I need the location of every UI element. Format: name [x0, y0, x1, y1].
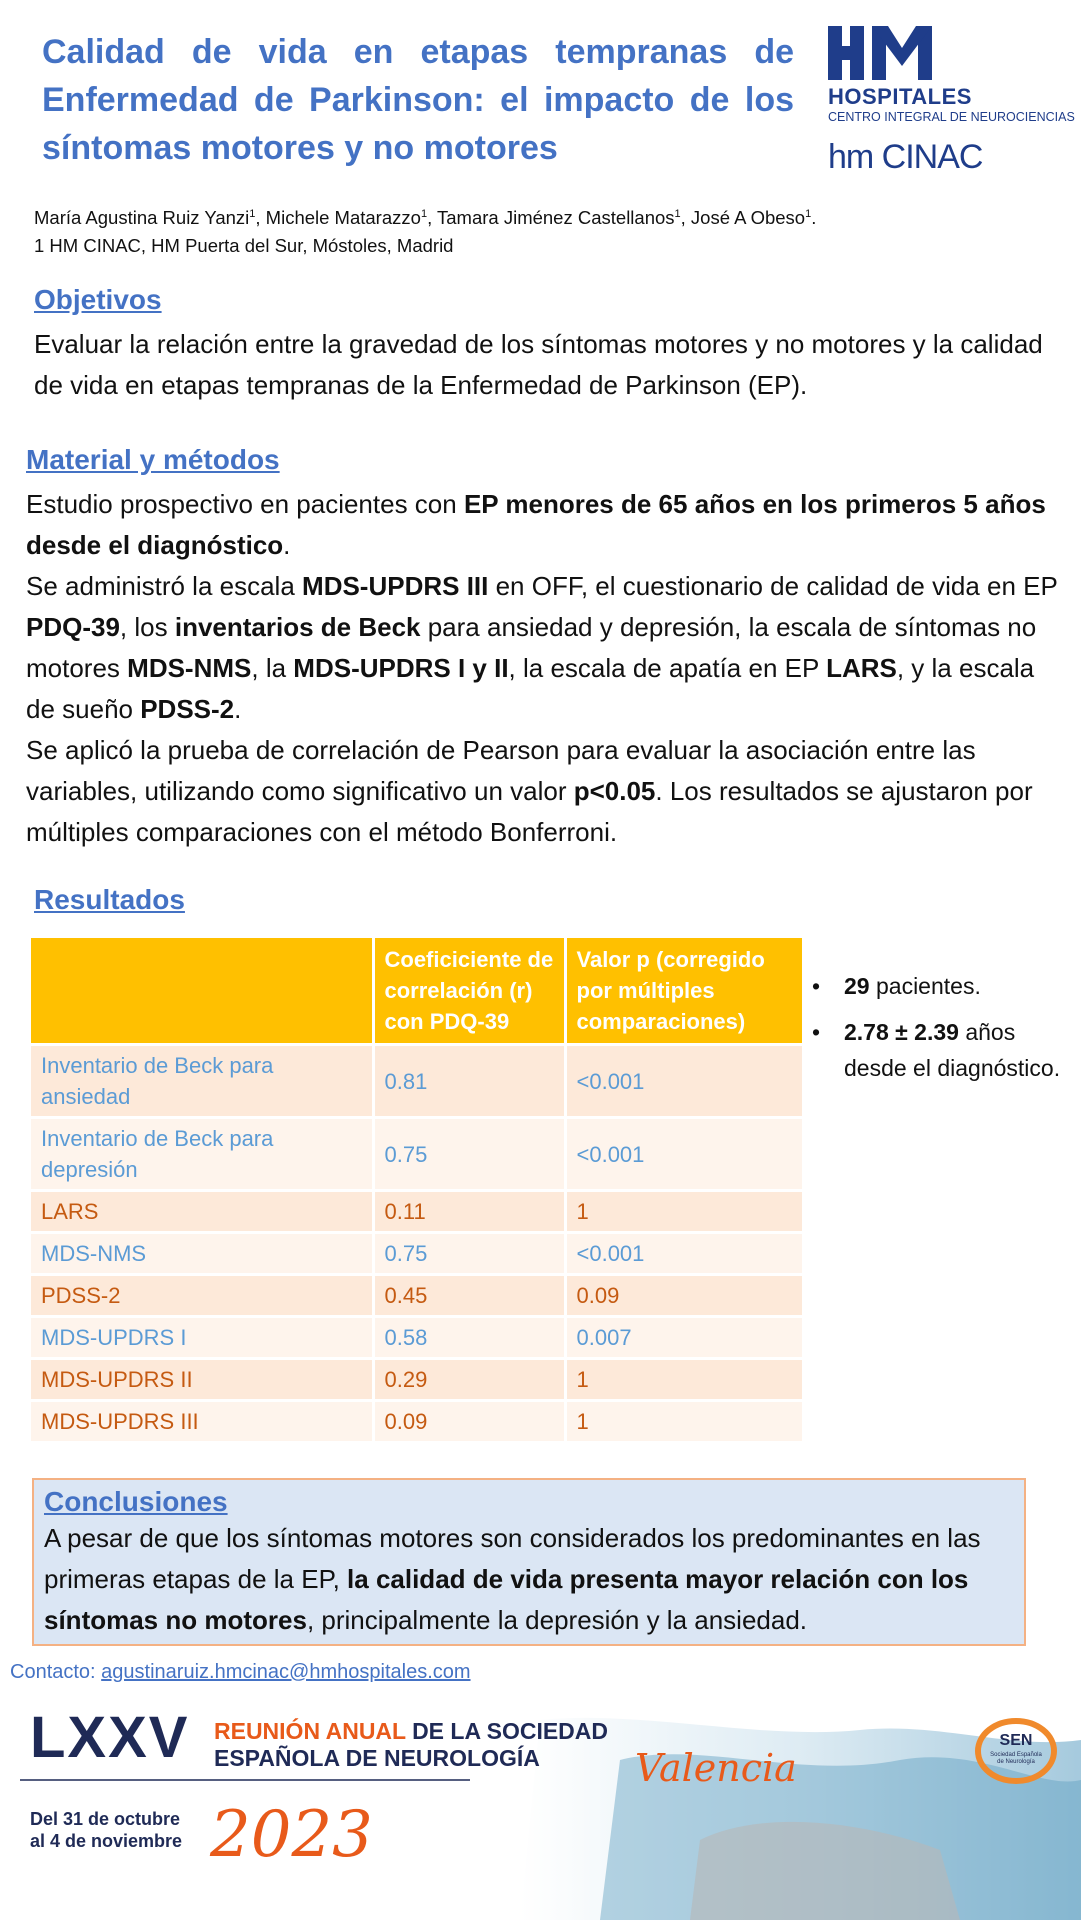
table-header-cell — [31, 938, 373, 1045]
bullet-icon: • — [812, 1019, 821, 1045]
table-cell-variable: Inventario de Beck para depresión — [31, 1118, 373, 1191]
table-cell-p: <0.001 — [565, 1045, 803, 1118]
table-cell-p: 0.09 — [565, 1275, 803, 1317]
table-cell-variable: MDS-UPDRS I — [31, 1317, 373, 1359]
congress-year: 2023 — [210, 1798, 373, 1872]
table-cell-p: 0.007 — [565, 1317, 803, 1359]
contact-line — [10, 1661, 471, 1684]
resultados-heading: Resultados — [34, 884, 185, 915]
objetivos-heading: Objetivos — [34, 284, 162, 315]
results-summary — [812, 968, 1072, 1096]
table-cell-variable: PDSS-2 — [31, 1275, 373, 1317]
sen-logo — [972, 1716, 1060, 1786]
logo-name: hm CINAC — [828, 138, 983, 176]
logo-brand: HOSPITALES — [828, 84, 972, 109]
logo-subtitle: CENTRO INTEGRAL DE NEUROCIENCIAS — [828, 110, 1075, 124]
metodos-paragraph-3: Se aplicó la prueba de correlación de Pearson para evaluar la asociación entre las variables, utilizando como significativo un valor p<0.05. Los resultados se ajustaron por múltiples comparaciones con el método Bonferroni. — [26, 735, 1033, 847]
congress-dates: Del 31 de octubre al 4 de noviembre — [30, 1809, 183, 1851]
table-row — [31, 1317, 803, 1359]
table-row — [31, 1275, 803, 1317]
table-cell-r: 0.11 — [373, 1191, 565, 1233]
table-cell-r: 0.09 — [373, 1401, 565, 1442]
metodos-heading: Material y métodos — [26, 444, 280, 475]
table-row — [31, 1191, 803, 1233]
table-cell-p: 1 — [565, 1359, 803, 1401]
table-header-row — [31, 938, 803, 1045]
congress-name-line2: ESPAÑOLA DE NEUROLOGÍA — [214, 1745, 540, 1771]
table-cell-r: 0.75 — [373, 1118, 565, 1191]
poster-title: Calidad de vida en etapas tempranas de Enfermedad de Parkinson: el impacto de los síntomas motores y no motores — [42, 33, 794, 167]
table-cell-r: 0.45 — [373, 1275, 565, 1317]
table-row — [31, 1359, 803, 1401]
congress-name-line1: REUNIÓN ANUAL DE LA SOCIEDAD — [214, 1718, 609, 1744]
conclusiones-box — [32, 1478, 1026, 1646]
author-list: María Agustina Ruiz Yanzi$^1$, Michele Matarazzo$^1$, Tamara Jiménez Castellanos$^1$, José A Obeso$^1$. — [34, 207, 817, 229]
table-header-cell: Coeficiciente de correlación (r) con PDQ-39 — [373, 938, 565, 1045]
summary-bullet: • 2.78 ± 2.39 años desde el diagnóstico. — [812, 1014, 1072, 1086]
table-row — [31, 1118, 803, 1191]
metodos-paragraph-2: Se administró la escala MDS-UPDRS III en OFF, el cuestionario de calidad de vida en EP PDQ-39, los inventarios de Beck para ansiedad y depresión, la escala de síntomas no motores MDS-NMS, la MDS-UPDRS I y II, la escala de apatía en EP LARS, y la escala de sueño PDSS-2. — [26, 571, 1058, 724]
hm-logo-mark-icon — [828, 26, 940, 80]
table-cell-variable: LARS — [31, 1191, 373, 1233]
results-table — [31, 938, 805, 1441]
sen-ring-icon — [972, 1716, 1060, 1786]
metodos-text — [26, 484, 1066, 853]
table-cell-r: 0.58 — [373, 1317, 565, 1359]
objetivos-text: Evaluar la relación entre la gravedad de los síntomas motores y no motores y la calidad de vida en etapas tempranas de la Enfermedad de Parkinson (EP). — [34, 329, 1043, 400]
table-cell-p: 1 — [565, 1191, 803, 1233]
table-cell-p: <0.001 — [565, 1118, 803, 1191]
summary-bullet: • 29 pacientes. — [812, 968, 1072, 1004]
table-cell-p: 1 — [565, 1401, 803, 1442]
table-cell-variable: MDS-NMS — [31, 1233, 373, 1275]
table-cell-r: 0.29 — [373, 1359, 565, 1401]
table-header-cell: Valor p (corregido por múltiples comparaciones) — [565, 938, 803, 1045]
table-cell-variable: MDS-UPDRS II — [31, 1359, 373, 1401]
table-cell-p: <0.001 — [565, 1233, 803, 1275]
metodos-paragraph-1: Estudio prospectivo en pacientes con EP menores de 65 años en los primeros 5 años desde el diagnóstico. — [26, 489, 1046, 560]
table-row — [31, 1045, 803, 1118]
table-cell-variable: MDS-UPDRS III — [31, 1401, 373, 1442]
conclusiones-heading: Conclusiones — [44, 1486, 228, 1517]
bullet-icon: • — [812, 973, 821, 999]
table-row — [31, 1401, 803, 1442]
contact-email-link[interactable]: agustinaruiz.hmcinac@hmhospitales.com — [101, 1661, 471, 1683]
sen-subtitle: Sociedad Española de Neurología — [990, 1752, 1042, 1765]
table-cell-r: 0.81 — [373, 1045, 565, 1118]
table-cell-variable: Inventario de Beck para ansiedad — [31, 1045, 373, 1118]
contact-label: Contacto: — [10, 1661, 102, 1683]
table-row — [31, 1233, 803, 1275]
table-cell-r: 0.75 — [373, 1233, 565, 1275]
sen-text: SEN — [999, 1732, 1033, 1749]
hm-hospitales-logo — [822, 26, 1075, 186]
affiliation: 1 HM CINAC, HM Puerta del Sur, Móstoles, Madrid — [34, 235, 454, 257]
congress-city: Valencia — [635, 1746, 797, 1790]
authors-block — [34, 200, 816, 260]
conclusiones-text: A pesar de que los síntomas motores son considerados los predominantes en las primeras etapas de la EP, la calidad de vida presenta mayor relación con los síntomas no motores, principalmente la depresión y la ansiedad. — [44, 1523, 981, 1635]
congress-edition: LXXV — [30, 1705, 190, 1770]
